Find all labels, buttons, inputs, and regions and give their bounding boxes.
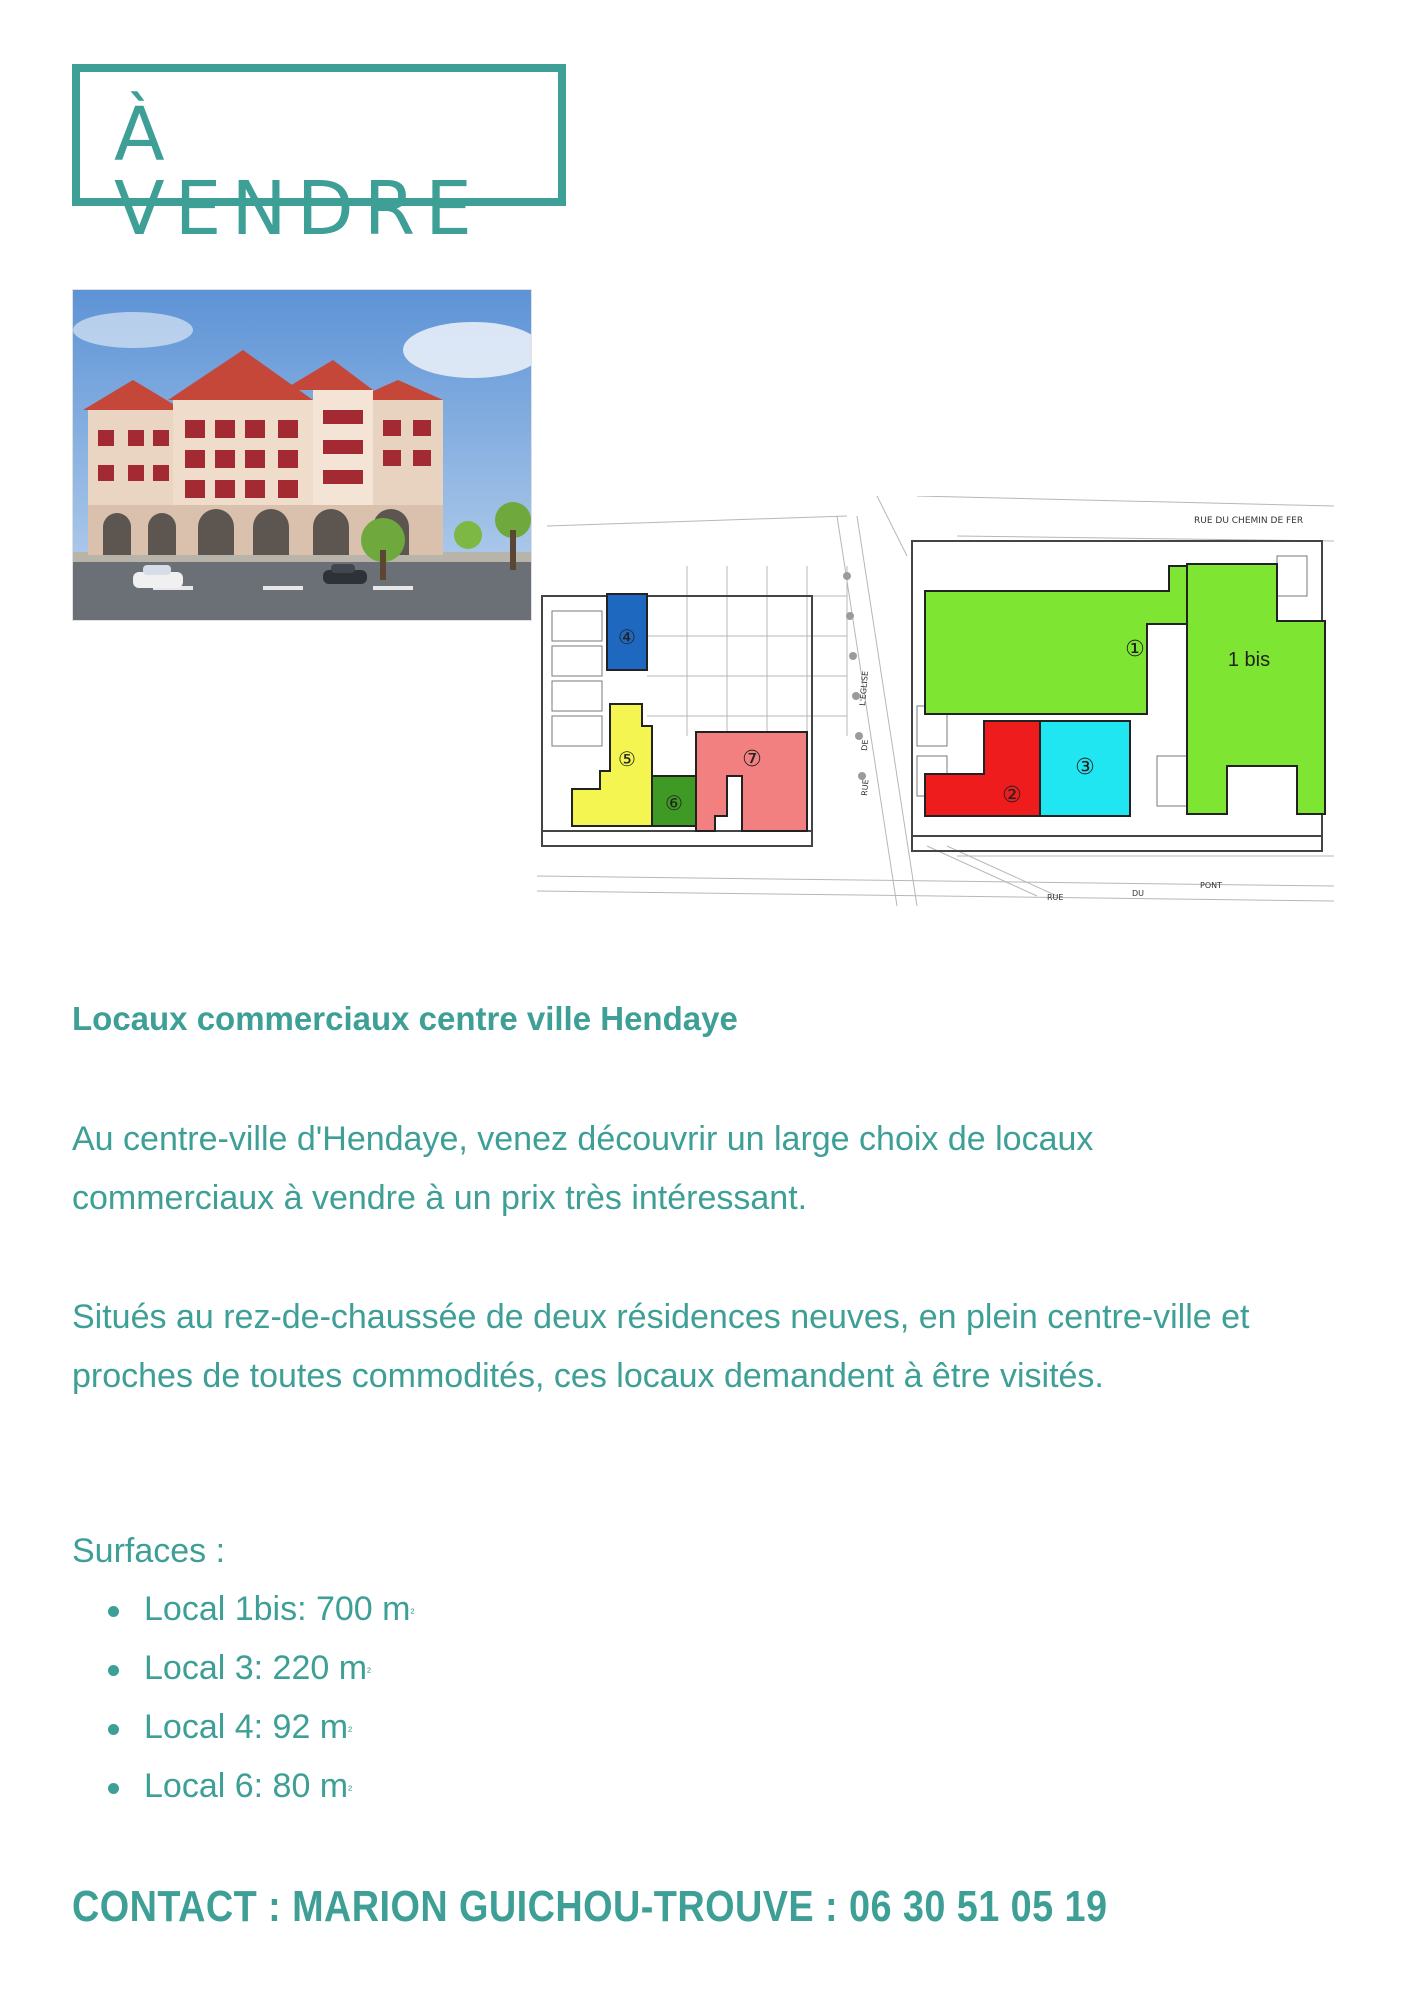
svg-text:RUE DU CHEMIN DE FER: RUE DU CHEMIN DE FER — [1194, 516, 1304, 526]
svg-text:DE: DE — [860, 739, 870, 752]
bullet-icon — [108, 1724, 119, 1735]
surface-text: Local 3: 220 m — [144, 1649, 368, 1687]
surfaces-label: Surfaces : — [72, 1532, 226, 1570]
lot-5-label: ⑤ — [618, 747, 636, 771]
bullet-icon — [108, 1665, 119, 1676]
svg-text:L'EGLISE: L'EGLISE — [858, 670, 871, 707]
svg-text:RUE: RUE — [860, 778, 871, 797]
contact-line: CONTACT : MARION GUICHOU-TROUVE : 06 30 51 05 19 — [72, 1882, 1108, 1931]
bullet-icon — [108, 1783, 119, 1794]
bullet-icon — [108, 1606, 119, 1617]
title-box — [72, 64, 566, 252]
list-item — [72, 1639, 415, 1698]
surface-unit-superscript: ² — [367, 1665, 372, 1679]
section-heading: Locaux commerciaux centre ville Hendaye — [72, 1000, 738, 1037]
svg-text:RUE: RUE — [1047, 893, 1064, 902]
location-paragraph: Situés au rez-de-chaussée de deux résidences neuves, en plein centre-ville et proches de toutes commodités, ces locaux demandent à être visités. — [72, 1298, 1250, 1395]
svg-text:PONT: PONT — [1200, 881, 1222, 890]
intro-paragraph: Au centre-ville d'Hendaye, venez découvrir un large choix de locaux commerciaux à vendre à un prix très intéressant. — [72, 1120, 1094, 1217]
surface-text: Local 4: 92 m — [144, 1708, 349, 1746]
lot-4-label: ④ — [618, 625, 636, 649]
surface-text: Local 1bis: 700 m — [144, 1590, 411, 1628]
lot-1bis-label: 1 bis — [1227, 649, 1271, 671]
surfaces-list — [72, 1580, 415, 1816]
surface-text: Local 6: 80 m — [144, 1767, 349, 1805]
surface-unit-superscript: ² — [348, 1783, 353, 1797]
lot-6-label: ⑥ — [665, 791, 683, 815]
lot-2-label: ② — [1002, 783, 1022, 808]
lot-3-label: ③ — [1075, 755, 1095, 780]
list-item — [72, 1757, 415, 1816]
surface-unit-superscript: ² — [410, 1606, 415, 1620]
svg-text:DU: DU — [1132, 889, 1145, 898]
lot-1-label: ① — [1125, 637, 1145, 662]
building-photo — [72, 289, 532, 621]
list-item — [72, 1580, 415, 1639]
floor-plan — [537, 496, 1334, 906]
page-title: À VENDRE — [114, 92, 482, 252]
surface-unit-superscript: ² — [348, 1724, 353, 1738]
lot-7-label: ⑦ — [742, 747, 762, 772]
list-item — [72, 1698, 415, 1757]
